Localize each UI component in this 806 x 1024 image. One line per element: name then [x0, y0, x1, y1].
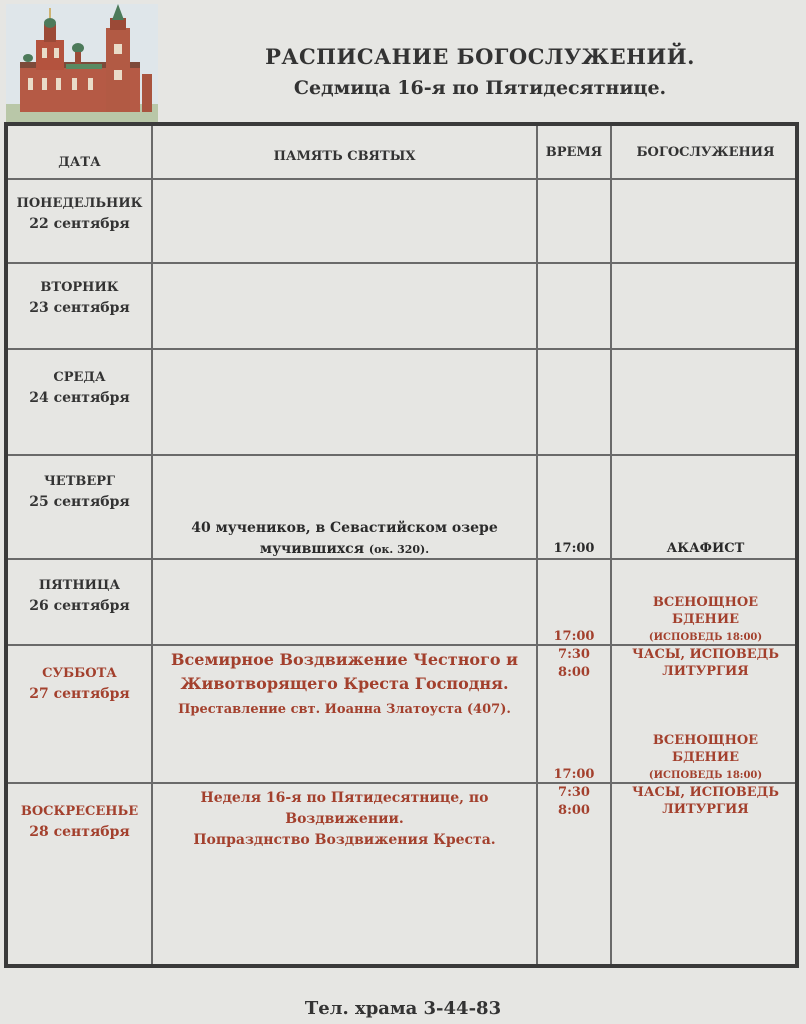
service-time: 7:30	[558, 647, 590, 662]
service-line: ЛИТУРГИЯ	[662, 664, 749, 679]
service-time: 8:00	[558, 665, 590, 680]
memory-line: Неделя 16-я по Пятидесятнице, по	[200, 790, 489, 806]
service-name	[612, 594, 799, 646]
service-note: (ИСПОВЕДЬ 18:00)	[648, 632, 763, 643]
weekday-label: ЧЕТВЕРГ	[43, 474, 116, 489]
date-label: 22 сентября	[29, 216, 130, 232]
service-name: АКАФИСТ	[666, 541, 745, 556]
service-time: 17:00	[553, 629, 595, 644]
date-label: 27 сентября	[29, 686, 130, 702]
date-label: 23 сентября	[29, 300, 130, 316]
service-time: 17:00	[553, 767, 595, 782]
table-row-date	[8, 194, 151, 234]
memory-line: Попразднство Воздвижения Креста.	[193, 832, 496, 848]
table-row-date	[8, 664, 151, 704]
memory-line: Преставление свт. Иоанна Златоуста (407).	[178, 702, 511, 717]
table-row-date	[8, 576, 151, 616]
table-row-date	[8, 368, 151, 408]
service-line: БДЕНИЕ	[671, 612, 740, 627]
date-label: 26 сентября	[29, 598, 130, 614]
grid-hline	[8, 348, 795, 350]
weekday-label: ПОНЕДЕЛЬНИК	[16, 196, 143, 211]
service-time-group	[538, 646, 610, 682]
grid-hline	[8, 454, 795, 456]
table-row-date	[8, 278, 151, 318]
service-note: (ИСПОВЕДЬ 18:00)	[648, 770, 763, 781]
date-label: 28 сентября	[29, 824, 130, 840]
column-header-date: ДАТА	[58, 154, 101, 170]
table-row-date	[8, 472, 151, 512]
service-time: 8:00	[558, 803, 590, 818]
header	[180, 44, 780, 99]
weekday-label: ВТОРНИК	[40, 280, 119, 295]
memory-cell	[153, 518, 536, 560]
service-line: ЧАСЫ, ИСПОВЕДЬ	[632, 647, 779, 662]
church-illustration	[6, 4, 158, 122]
memory-line: Животворящего Креста Господня.	[180, 674, 509, 693]
service-name	[612, 732, 799, 784]
service-line: ВСЕНОЩНОЕ	[652, 733, 759, 748]
service-name	[612, 784, 799, 818]
service-name	[612, 646, 799, 680]
memory-line: 40 мучеников, в Севастийском озере	[191, 520, 498, 536]
page-title: РАСПИСАНИЕ БОГОСЛУЖЕНИЙ.	[265, 44, 695, 69]
phone-footer: Тел. храма 3-44-83	[304, 998, 502, 1019]
service-line: БДЕНИЕ	[671, 750, 740, 765]
column-header-services: БОГОСЛУЖЕНИЯ	[636, 144, 775, 160]
date-label: 24 сентября	[29, 390, 130, 406]
schedule-table	[4, 122, 799, 968]
memory-line: мучившихся	[259, 541, 365, 557]
memory-cell	[153, 788, 536, 851]
weekday-label: СУББОТА	[42, 666, 117, 681]
memory-note: (ок. 320).	[368, 543, 430, 556]
table-row-date	[8, 802, 151, 842]
page-subtitle: Седмица 16-я по Пятидесятнице.	[293, 77, 667, 99]
column-header-memory: ПАМЯТЬ СВЯТЫХ	[273, 148, 416, 164]
service-line: ЧАСЫ, ИСПОВЕДЬ	[632, 785, 779, 800]
grid-hline	[8, 262, 795, 264]
memory-line: Всемирное Воздвижение Честного и	[171, 650, 518, 669]
weekday-label: СРЕДА	[53, 370, 106, 385]
column-header-time: ВРЕМЯ	[545, 144, 603, 160]
memory-cell	[153, 648, 536, 722]
service-time-group	[538, 784, 610, 820]
service-time: 7:30	[558, 785, 590, 800]
weekday-label: ВОСКРЕСЕНЬЕ	[20, 804, 139, 819]
date-label: 25 сентября	[29, 494, 130, 510]
service-line: ЛИТУРГИЯ	[662, 802, 749, 817]
memory-line: Воздвижении.	[285, 811, 404, 827]
weekday-label: ПЯТНИЦА	[38, 578, 121, 593]
service-time: 17:00	[553, 541, 595, 556]
service-line: ВСЕНОЩНОЕ	[652, 595, 759, 610]
